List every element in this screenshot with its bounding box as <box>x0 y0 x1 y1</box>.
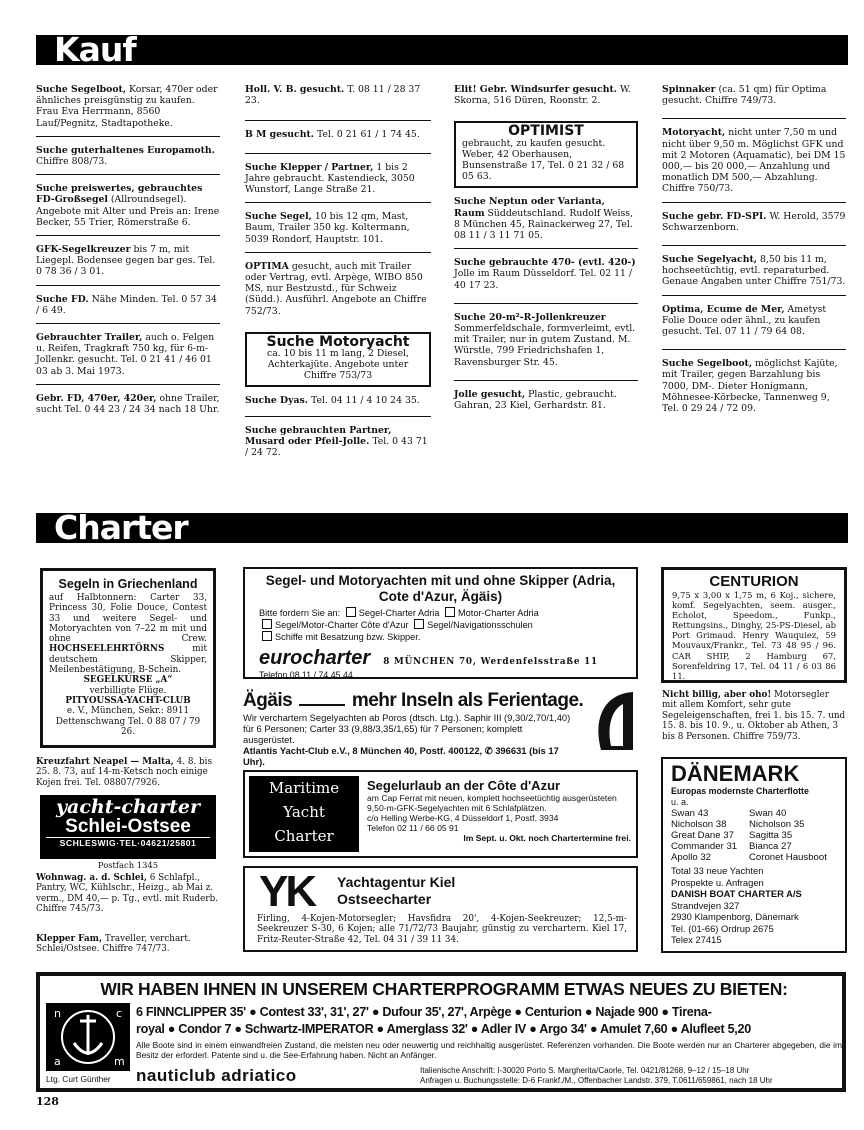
nauticlub-emblem <box>46 1003 130 1071</box>
page-number: 128 <box>36 1095 59 1108</box>
maritime-logo: Maritime Yacht Charter <box>249 776 359 852</box>
ad-address: Strandvejen 327 <box>671 899 740 911</box>
ad-phone: Telefon 02 11 / 66 05 91 <box>367 823 459 833</box>
ad-phone: SCHLESWIG·TEL·04621/25801 <box>46 837 210 848</box>
yk-logo: YK <box>259 867 315 916</box>
ad-title: CENTURION <box>709 573 799 590</box>
ad-text: mit deutschem Skipper, Meilenbestätigung, B-Schein. <box>49 644 207 676</box>
classified-ad: Suche gebrauchte 470- (evtl. 420-) Jolle im Raum Düsseldorf. Tel. 02 11 / 40 17 23. <box>454 257 638 304</box>
boxed-ad-text: gebraucht, zu kaufen gesucht. Weber, 42 Oberhausen, Bunsenstraße 17, Tel. 0 21 32 / 68 05 63. <box>462 137 625 183</box>
classified-ad: Holl. V. B. gesucht. T. 08 11 / 28 37 23. <box>245 84 431 121</box>
classified-ad: Suche Dyas. Tel. 04 11 / 4 10 24 35. <box>245 395 431 417</box>
ad-text: auf Halbtonnern: Carter 33, Princess 30, Folie Douce, Contest 33 und weitere Segel- und Motoryachten von 7–22 m mit und ohne Crew. <box>49 593 207 645</box>
ad-headline: WIR HABEN IHNEN IN UNSEREM CHARTERPROGRAMM ETWAS NEUES ZU BIETEN: <box>100 979 788 999</box>
classified-ad: Jolle gesucht, Plastic, gebraucht. Gahran, 23 Kiel, Gerhardstr. 81. <box>454 388 617 412</box>
emblem-letter: a <box>54 1055 61 1068</box>
wave-sail-icon <box>593 690 637 754</box>
ad-address: e. V., München, Sekr.: 8911 Dettenschwang Tel. 0 88 07 / 79 26. <box>55 706 201 737</box>
boxed-ad-title: Suche Motoryacht <box>266 333 410 350</box>
ad-kreuzfahrt-neapel: Kreuzfahrt Neapel — Malta, 4. 8. bis 25. 8. 73, auf 14-m-Ketsch noch einige Kojen frei. Tel. 08807/7926. <box>36 757 213 788</box>
boxed-ad-title: OPTIMIST <box>508 123 584 140</box>
checkbox-cote-dazur <box>262 619 272 629</box>
kauf-column-2 <box>245 84 431 473</box>
classified-ad: Gebr. FD, 470er, 420er, ohne Trailer, sucht Tel. 0 44 23 / 24 34 nach 18 Uhr. <box>36 392 220 416</box>
ad-nauticlub-adriatico <box>36 972 846 1092</box>
ad-yacht-charter-schlei <box>40 795 216 859</box>
ad-text: Firling, 4-Kojen-Motorsegler; Havsfidra 20', 4-Kojen-Seekreuzer; 12,5-m-Seekreuzer S-30, 6 Kojen; alle 71/72/73 Baujahr, günstig zu verchartern. Kiel 17, Fritz-Reuter-Straße 42, Tel. 04 31 / 39 11 34. <box>257 914 627 945</box>
ad-address: 2930 Klampenborg, Dänemark <box>671 911 799 922</box>
boxed-ad-motoryacht <box>245 332 431 387</box>
checkbox-motor-charter-adria <box>445 607 455 617</box>
classified-ad: Suche Segelboot, möglichst Kajüte, mit Trailer, gegen Barzahlung bis 7000, DM-. Dieter Honigmann, Möhnesee-Körbecke, Tannenweg 9, Tel. 0 29 24 / 72 09. <box>662 358 838 415</box>
ad-title: Segel- und Motoryachten mit und ohne Skipper (Adria, Cote d'Azur, Ägäis) <box>265 573 616 604</box>
emblem-letter: m <box>114 1055 125 1068</box>
ad-title-2: mehr Inseln als Ferientage. <box>351 690 584 711</box>
ad-ua: u. a. <box>671 797 689 807</box>
ad-subtitle: Europas modernste Charterflotte <box>671 786 809 796</box>
ad-contact: c/o Helling Werbe-KG, 4 Düsseldorf 1, Postf. 3934 <box>367 813 559 823</box>
ad-wohnwagen: Wohnwag. a. d. Schlei, 6 Schlafpl., Pantry, WC, Kühlschr., Heizg., ab Mai z. verm., DM 40,— p. Tg., evtl. mit Ruderb. Chiffre 745/73. <box>36 873 219 915</box>
title-rule <box>299 704 345 706</box>
classified-ad: Suche Segelboot, Korsar, 470er oder ähnliches preisgünstig zu kaufen. Frau Eva Herrmann, 8560 Lauf/Pegnitz, Stadtapotheke. <box>36 84 220 137</box>
anchor-emblem-icon <box>46 1003 130 1071</box>
ad-yachtagentur-kiel <box>243 866 638 952</box>
classified-ad: Motoryacht, nicht unter 7,50 m und nicht über 9,50 m. Möglichst GFK und mit 2 Motoren (Aquamatic), bei DM 15 000,— bis 20 000,— Anzahlung und monatlich DM 500,— Abzahlung. Chiffre 750/73. <box>662 127 846 202</box>
ad-nicht-billig: Nicht billig, aber oho! Motorsegler mit allem Komfort, sehr gute Segeleigenschaften, frei 1. bis 15. 7. und 15. 8. bis 10. 9., u. Oktober ab Athen, 3 bis 8 Personen. Chiffre 759/73. <box>662 690 846 742</box>
ad-company: DANISH BOAT CHARTER A/S <box>671 888 802 899</box>
classified-ad: Suche Segelyacht, 8,50 bis 11 m, hochseetüchtig, evtl. reparaturbed. Genaue Angaben unter Chiffre 751/73. <box>662 254 846 296</box>
classified-ad: OPTIMA gesucht, auch mit Trailer oder Vertrag, evtl. Arpège, WIBO 850 MS, nur Bestzustd., für Schweiz (Südd.). Ausführl. Angebote an Chiffre 752/73. <box>245 260 427 317</box>
ad-phone: Tel. (01-66) Ordrup 2675 <box>671 922 774 934</box>
ad-maritime-yacht-charter <box>243 770 638 858</box>
classified-ad: Optima, Ecume de Mer, Ametyst Folie Douce oder ähnl., zu kaufen gesucht. Tel. 07 11 / 79 64 08. <box>662 304 846 351</box>
ad-address: Italienische Anschrift: I-30020 Porto S. Margherita/Caorle, Tel. 0421/81268, 9–12 / 15–18 Uhr <box>420 1066 750 1075</box>
kauf-column-3 <box>454 84 638 426</box>
classified-ad: Gebrauchter Trailer, auch o. Felgen u. Reifen, Tragkraft 750 kg, für 6-m-Jollenkr. gesucht. Tel. 0 21 41 / 46 01 03 ab 3. Mai 1973. <box>36 332 220 385</box>
ad-phone: Telefon 08 11 / 74 45 44 <box>259 670 353 680</box>
emblem-letter: n <box>54 1007 61 1020</box>
checkbox-navigationsschulen <box>414 619 424 629</box>
ad-club-name: PITYOUSSA-YACHT-CLUB <box>65 695 191 706</box>
ad-title: Ägäis <box>243 690 293 711</box>
classified-ad: B M gesucht. Tel. 0 21 61 / 1 74 45. <box>245 129 431 153</box>
boat-list-right: Swan 40 Nicholson 35 Sagitta 35 Bianca 27 Coronet Hausboot <box>749 808 827 863</box>
classified-ad: Suche gebr. FD-SPI. W. Herold, 3579 Schwarzenborn. <box>662 211 846 246</box>
ad-note: Im Sept. u. Okt. noch Chartertermine frei. <box>463 833 631 843</box>
ad-address: 8 MÜNCHEN 70, Werdenfelsstraße 11 <box>383 657 598 667</box>
nauticlub-logo: nauticlub adriatico <box>136 1066 297 1085</box>
ad-telex: Telex 27415 <box>671 934 722 945</box>
ad-text: Wir verchartern Segelyachten ab Poros (dtsch. Ltg.). Saphir III (9,30/2,70/1,40) für 6 Personen; Carter 33 (9,88/3,35/1,65) für 7 Personen; komplett ausgerüstet. <box>243 712 571 745</box>
boat-list-line: 6 FINNCLIPPER 35' ● Contest 33', 31', 27' ● Dufour 35', 27', Arpège ● Centurion ● Najade 900 ● Tirena- <box>136 1005 712 1019</box>
kauf-column-1 <box>36 84 220 430</box>
emblem-letter: c <box>116 1007 123 1020</box>
section-title-kauf: Kauf <box>54 30 136 69</box>
section-banner-charter <box>36 508 848 547</box>
eurocharter-logo: eurocharter <box>259 647 371 669</box>
ad-centurion <box>661 567 847 683</box>
ad-title: Segelurlaub an der Côte d'Azur <box>367 778 561 793</box>
classified-ad: Spinnaker (ca. 51 qm) für Optima gesucht. Chiffre 749/73. <box>662 84 846 119</box>
ad-title: Segeln in Griechenland <box>58 577 198 591</box>
ad-postfach: Postfach 1345 <box>97 860 159 870</box>
boat-list-left: Swan 43 Nicholson 38 Great Dane 37 Commander 31 Apollo 32 <box>671 808 738 863</box>
section-banner-kauf <box>36 30 848 69</box>
boat-list-line: royal ● Condor 7 ● Schwartz-IMPERATOR ● Amerglass 32' ● Adler IV ● Argo 34' ● Amulet 7,60 ● Alufleet 5,20 <box>136 1022 751 1036</box>
kauf-column-4 <box>662 84 846 429</box>
ad-logo-line: Schlei-Ostsee <box>65 816 191 837</box>
boxed-ad-text: ca. 10 bis 11 m lang, 2 Diesel, Achterkajüte. Angebote unter Chiffre 753/73 <box>266 348 410 382</box>
ad-logo-line: yacht-charter <box>56 796 200 818</box>
checkbox-segel-charter-adria <box>346 607 356 617</box>
ad-segeln-griechenland <box>40 568 216 748</box>
ad-text: 9,75 x 3,00 x 1,75 m, 6 Koj., sichere, komf. Segelyachten, seem. ausger., Echolot, Speedom., Funkp., Rettungsins., Dinghy, 25-PS-Diesel, ab Port Grimaud. Henry Wauquiez, 59 Mouvaux/Frankr., Tel. 73 48 95 / 96. CAR SHIP, 2 Hamburg 67, Sorenfeldring 17, Tel. 04 11 / 6 03 86 11. <box>672 590 836 681</box>
ad-subtitle: Ostseecharter <box>337 891 432 907</box>
classified-ad: Suche preiswertes, gebrauchtes FD-Großsegel (Allroundsegel). Angebote mit Alter und Preis an: Irene Becker, 55 Trier, Römerstraße 6. <box>36 183 220 236</box>
ad-title: Yachtagentur Kiel <box>337 874 456 890</box>
ad-text: verbilligte Flüge. <box>89 685 167 696</box>
classified-ad: Elit! Gebr. Windsurfer gesucht. W. Skorna, 516 Düren, Roonstr. 2. <box>454 84 631 107</box>
classified-ad: Suche Klepper / Partner, 1 bis 2 Jahre gebraucht. Kastendieck, 3050 Wunstorf, Lange Straße 21. <box>245 162 431 204</box>
boxed-ad-optimist <box>454 121 638 188</box>
ad-text: am Cap Ferrat mit neuen, komplett hochseetüchtig ausgerüsteten 9,50-m-GFK-Segelyachten mit 6 Schlafplätzen. <box>367 793 617 813</box>
ad-address: Anfragen u. Buchungsstelle: D-6 Frankf./M., Offenbacher Landstr. 379, T.0611/659861, nach 18 Uhr <box>420 1075 773 1085</box>
ad-eurocharter: Segel- und Motoryachten mit und ohne Skipper (Adria, Cote d'Azur, Ägäis) Bitte fordern Sie an: Segel-Charter Adria Motor-Charter Adria Segel/Motor-Charter Côte d'Azur Segel/Navigationsschulen Schiffe mit Besatzung bzw. Skipper. eurocharter 8 MÜNCHEN 70, Werdenfelsstraße 11 Telefon 08 11 / 74 45 44 <box>243 567 638 679</box>
ad-total: Total 33 neue Yachten <box>671 865 764 876</box>
ad-danemark <box>661 757 847 953</box>
classified-ad: Suche guterhaltenes Europamoth. Chiffre 808/73. <box>36 145 220 175</box>
checkbox-schiffe-besatzung <box>262 631 272 641</box>
section-title-charter: Charter <box>54 508 188 547</box>
ad-agais-atlantis <box>243 690 638 767</box>
classified-ad: Suche gebrauchten Partner, Musard oder Pfeil-Jolle. Tel. 0 43 71 / 24 72. <box>245 424 428 459</box>
classified-ad: Suche FD. Nähe Minden. Tel. 0 57 34 / 6 49. <box>36 294 220 324</box>
ad-text: Alle Boote sind in einem einwandfreien Zustand, die meisten neu oder neuwertig und reichhaltig ausgerüstet. Referenzen vorhanden. Die Boote werden nur an Charterer abgegeben, die im Besitz der erforderl. Patente sind u. die See-Erfahrung haben. Nicht an Anfänger. <box>136 1040 842 1060</box>
ad-prospekte: Prospekte u. Anfragen <box>671 876 764 888</box>
ad-highlight: HOCHSEELEHRTÖRNS <box>49 644 165 655</box>
classified-ad: Suche 20-m²-R-Jollenkreuzer Sommerfeldschale, formverleimt, evtl. mit Trailer, nur in gutem Zustand. M. Würstle, 799 Friedrichshafen 1, Ravensburger Str. 45. <box>454 312 638 381</box>
ad-title: DÄNEMARK <box>671 761 800 786</box>
ad-club: Atlantis Yacht-Club e.V., 8 München 40, Postf. 400122, ✆ 396631 (bis 17 Uhr). <box>243 745 559 767</box>
classified-ad: Suche Neptun oder Varianta, Raum Süddeutschland. Rudolf Weiss, 8 München 45, Rainackerweg 27, Tel. 08 11 / 3 11 71 05. <box>454 196 638 249</box>
classified-ad: Suche Segel, 10 bis 12 qm, Mast, Baum, Trailer 350 kg. Koltermann, 5039 Rondorf, Hauptstr. 101. <box>245 211 431 253</box>
ad-lead: Bitte fordern Sie an: <box>259 608 341 618</box>
ad-klepper-fam: Klepper Fam, Traveller, verchart. Schlei/Ostsee. Chiffre 747/73. <box>36 934 191 955</box>
ad-highlight: SEGELKURSE „A“ <box>83 675 173 686</box>
ad-leader: Ltg. Curt Günther <box>46 1074 111 1084</box>
classified-ad: GFK-Segelkreuzer bis 7 m, mit Liegepl. Bodensee gegen bar ges. Tel. 0 78 36 / 3 01. <box>36 244 220 286</box>
